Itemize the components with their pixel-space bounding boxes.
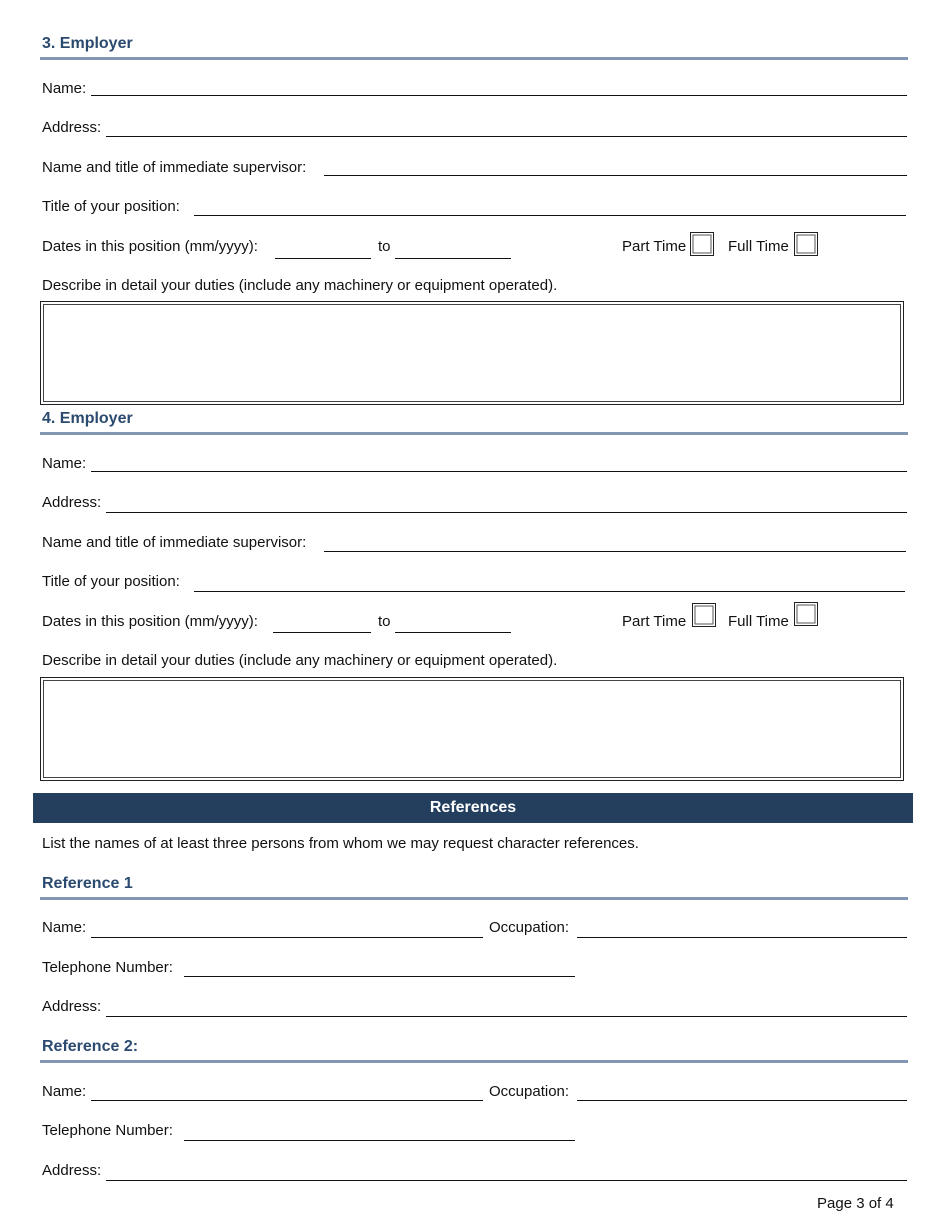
- reference-2-rule: [40, 1060, 908, 1063]
- page-number: Page 3 of 4: [817, 1195, 894, 1212]
- employer-4-duties-label: Describe in detail your duties (include any machinery or equipment operated).: [42, 652, 558, 669]
- employer-3-position-field[interactable]: [194, 215, 906, 216]
- employer-3-address-field[interactable]: [106, 136, 907, 137]
- reference-1-rule: [40, 897, 908, 900]
- employer-3-position-label: Title of your position:: [42, 198, 180, 215]
- reference-1-occupation-field[interactable]: [577, 937, 907, 938]
- employer-4-full-time-label: Full Time: [728, 613, 789, 630]
- employer-4-heading: 4. Employer: [42, 410, 133, 427]
- employer-4-part-time-label: Part Time: [622, 613, 687, 630]
- references-instructions: List the names of at least three persons from whom we may request character references.: [42, 835, 639, 852]
- reference-2-name-field[interactable]: [91, 1100, 483, 1101]
- employer-4-name-label: Name:: [42, 455, 87, 472]
- employer-4-part-time-checkbox[interactable]: [692, 603, 716, 627]
- employer-3-rule: [40, 57, 908, 60]
- employer-3-heading: 3. Employer: [42, 35, 133, 52]
- employer-3-full-time-label: Full Time: [728, 238, 789, 255]
- reference-2-phone-label: Telephone Number:: [42, 1122, 173, 1139]
- employer-4-name-field[interactable]: [91, 471, 907, 472]
- employer-4-address-label: Address:: [42, 494, 102, 511]
- reference-1-phone-label: Telephone Number:: [42, 959, 173, 976]
- employer-3-to-label: to: [378, 238, 391, 255]
- employer-4-full-time-checkbox[interactable]: [794, 602, 818, 626]
- reference-1-occupation-label: Occupation:: [489, 919, 570, 936]
- employer-3-start-date-field[interactable]: [275, 258, 371, 259]
- reference-2-phone-field[interactable]: [184, 1140, 575, 1141]
- employer-3-full-time-checkbox[interactable]: [794, 232, 818, 256]
- reference-2-heading: Reference 2:: [42, 1038, 139, 1055]
- employer-3-end-date-field[interactable]: [395, 258, 511, 259]
- reference-1-name-label: Name:: [42, 919, 87, 936]
- employer-3-part-time-label: Part Time: [622, 238, 687, 255]
- employer-4-position-field[interactable]: [194, 591, 905, 592]
- employer-4-position-label: Title of your position:: [42, 573, 180, 590]
- employer-4-supervisor-label: Name and title of immediate supervisor:: [42, 534, 307, 551]
- reference-1-address-field[interactable]: [106, 1016, 907, 1017]
- employer-3-part-time-checkbox[interactable]: [690, 232, 714, 256]
- employer-3-duties-label: Describe in detail your duties (include any machinery or equipment operated).: [42, 277, 558, 294]
- reference-2-address-label: Address:: [42, 1162, 102, 1179]
- employer-4-duties-textbox[interactable]: [40, 677, 904, 781]
- reference-2-occupation-field[interactable]: [577, 1100, 907, 1101]
- employer-4-start-date-field[interactable]: [273, 632, 371, 633]
- reference-2-address-field[interactable]: [106, 1180, 907, 1181]
- reference-1-heading: Reference 1: [42, 875, 133, 892]
- employer-3-name-label: Name:: [42, 80, 87, 97]
- reference-2-occupation-label: Occupation:: [489, 1083, 570, 1100]
- employer-4-supervisor-field[interactable]: [324, 551, 906, 552]
- employer-3-dates-label: Dates in this position (mm/yyyy):: [42, 238, 258, 255]
- employer-4-address-field[interactable]: [106, 512, 907, 513]
- employer-3-supervisor-field[interactable]: [324, 175, 907, 176]
- employer-4-end-date-field[interactable]: [395, 632, 511, 633]
- reference-1-phone-field[interactable]: [184, 976, 575, 977]
- employer-3-duties-textbox[interactable]: [40, 301, 904, 405]
- employer-4-to-label: to: [378, 613, 391, 630]
- employer-3-name-field[interactable]: [91, 95, 907, 96]
- employer-3-address-label: Address:: [42, 119, 102, 136]
- employer-4-rule: [40, 432, 908, 435]
- reference-1-address-label: Address:: [42, 998, 102, 1015]
- reference-1-name-field[interactable]: [91, 937, 483, 938]
- employer-4-dates-label: Dates in this position (mm/yyyy):: [42, 613, 258, 630]
- employer-3-supervisor-label: Name and title of immediate supervisor:: [42, 159, 307, 176]
- reference-2-name-label: Name:: [42, 1083, 87, 1100]
- references-banner: References: [33, 793, 913, 823]
